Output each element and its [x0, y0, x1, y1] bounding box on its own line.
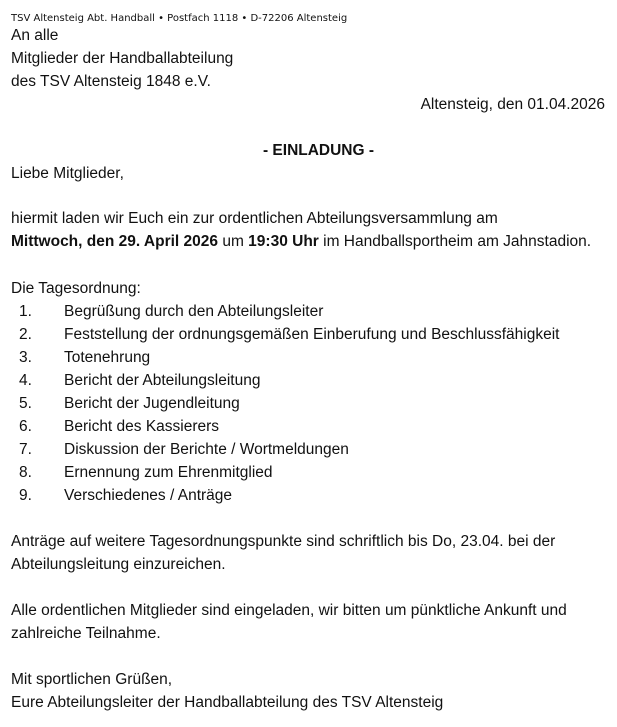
agenda-item-text: Begrüßung durch den Abteilungsleiter: [64, 303, 324, 320]
agenda-item-text: Bericht des Kassierers: [64, 418, 220, 435]
agenda-item-number: 1.: [19, 303, 32, 320]
agenda-list: [11, 301, 559, 508]
salutation: Liebe Mitglieder,: [11, 165, 124, 182]
agenda-item: [11, 416, 559, 439]
agenda-item-number: 8.: [19, 464, 32, 481]
agenda-item-number: 3.: [19, 349, 32, 366]
agenda-item: [11, 370, 559, 393]
agenda-item-number: 2.: [19, 326, 32, 343]
agenda-item-number: 7.: [19, 441, 32, 458]
agenda-item-text: Feststellung der ordnungsgemäßen Einberufung und Beschlussfähigkeit: [64, 326, 560, 343]
agenda-item-text: Bericht der Jugendleitung: [64, 395, 240, 412]
agenda-item: [11, 462, 559, 485]
recipient-line-3: des TSV Altensteig 1848 e.V.: [11, 73, 211, 90]
agenda-item-number: 4.: [19, 372, 32, 389]
agenda-item-number: 9.: [19, 487, 32, 504]
intro-line-1: hiermit laden wir Euch ein zur ordentlichen Abteilungsversammlung am: [11, 210, 498, 227]
recipient-line-2: Mitglieder der Handballabteilung: [11, 50, 234, 67]
agenda-item-text: Verschiedenes / Anträge: [64, 487, 233, 504]
agenda-item-number: 5.: [19, 395, 32, 412]
meeting-time: 19:30 Uhr: [248, 233, 319, 250]
intro-line-2: [11, 231, 591, 253]
meeting-date: Mittwoch, den 29. April 2026: [11, 233, 219, 250]
agenda-item-number: 6.: [19, 418, 32, 435]
agenda-item: [11, 347, 559, 370]
agenda-item: [11, 393, 559, 416]
agenda-item-text: Totenehrung: [64, 349, 151, 366]
letter-subject: - EINLADUNG -: [262, 142, 375, 159]
closing-greeting: Mit sportlichen Grüßen,: [11, 671, 173, 688]
agenda-item: [11, 324, 559, 347]
invite-line-1: Alle ordentlichen Mitglieder sind eingeladen, wir bitten um pünktliche Ankunft und: [11, 602, 567, 619]
agenda-heading: Die Tagesordnung:: [11, 280, 141, 297]
sender-address-line: TSV Altensteig Abt. Handball • Postfach 1118 • D-72206 Altensteig: [11, 13, 348, 24]
invite-line-2: zahlreiche Teilnahme.: [11, 625, 161, 642]
closing-signature: Eure Abteilungsleiter der Handballabteilung des TSV Altensteig: [11, 694, 444, 711]
agenda-item: [11, 439, 559, 462]
agenda-item-text: Bericht der Abteilungsleitung: [64, 372, 261, 389]
agenda-item-text: Diskussion der Berichte / Wortmeldungen: [64, 441, 349, 458]
place-and-date: Altensteig, den 01.04.2026: [420, 96, 605, 113]
motions-line-1: Anträge auf weitere Tagesordnungspunkte sind schriftlich bis Do, 23.04. bei der: [11, 533, 556, 550]
recipient-line-1: An alle: [11, 27, 59, 44]
agenda-item-text: Ernennung zum Ehrenmitglied: [64, 464, 273, 481]
agenda-item: [11, 485, 559, 508]
agenda-item: [11, 301, 559, 324]
intro-connector: um: [218, 233, 249, 250]
meeting-location: im Handballsportheim am Jahnstadion.: [318, 233, 592, 250]
motions-line-2: Abteilungsleitung einzureichen.: [11, 556, 226, 573]
